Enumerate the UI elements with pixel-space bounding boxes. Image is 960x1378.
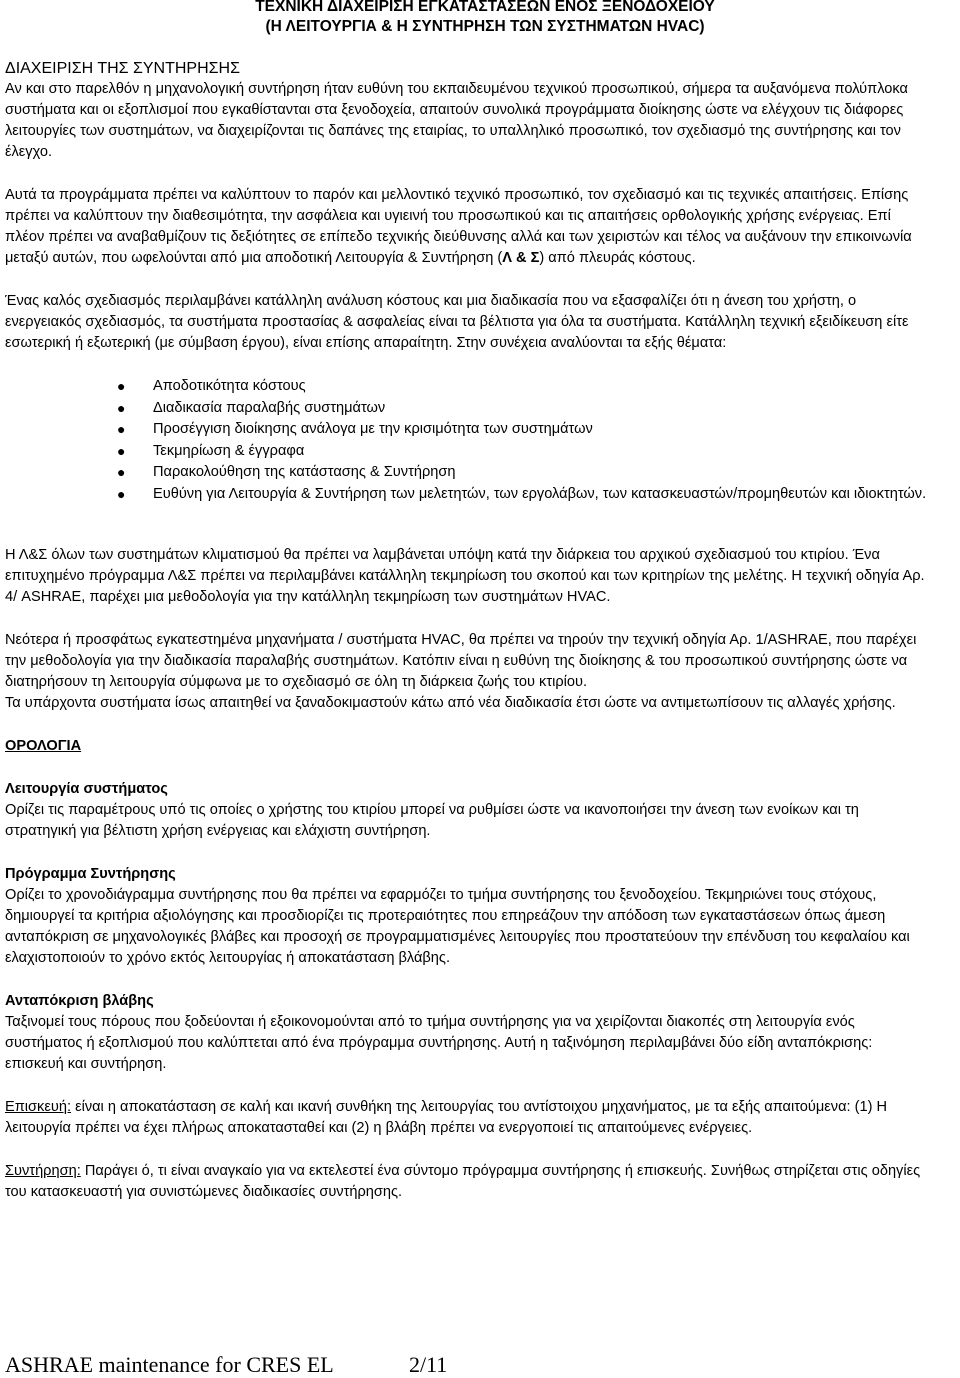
term-repair <box>5 1097 933 1139</box>
intro-p2-text-a: Αυτά τα προγράμματα πρέπει να καλύπτουν το παρόν και μελλοντικό τεχνικό προσωπικό, τον σχεδιασμό και τις τεχνικές απαιτήσεις. Επίσης πρέπει να καλύπτουν την διαθεσιμότητα, την ασφάλεια και υγιεινή του προσωπικού και τις απαιτήσεις ορθολογικής χρήσης ενέργειας. Επί πλέον πρέπει να αναβαθμίζουν τις δεξιότητες σε επίπεδο τεχνικής διεύθυνσης αλλά και των χειριστών και τέλος να αυξάνουν την επικοινωνία μεταξύ αυτών, που ωφελούνται από μια αποδοτική Λειτουργία & Συντήρηση ( <box>5 187 912 266</box>
bullet-icon: ● <box>117 399 126 416</box>
list-item-text: Προσέγγιση διοίκησης ανάλογα με την κρισιμότητα των συστημάτων <box>153 421 593 437</box>
term-repair-text: είναι η αποκατάσταση σε καλή και ικανή συνθήκη της λειτουργίας του αντίστοιχου μηχανήματος, με τα εξής απαιτούμενα: (1) Η λειτουργία πρέπει να έχει πλήρως αποκατασταθεί και (2) η βλάβη πρέπει να ενεργοποιεί τις απαιτούμενες ενέργειες. <box>5 1099 888 1136</box>
terminology-title: ΟΡΟΛΟΓΙΑ <box>5 738 82 754</box>
document-header <box>215 0 755 37</box>
body-paragraph-2: Νεότερα ή προσφάτως εγκατεστημένα μηχανήματα / συστήματα HVAC, θα πρέπει να τηρούν την τεχνική οδηγία Αρ. 1/ASHRAE, που παρέχει την μεθοδολογία για την διαδικασία παραλαβής συστημάτων. Κατόπιν είναι η ευθύνη της διοίκησης & του προσωπικού συντήρησης ώστε να διατηρήσουν τη λειτουργία σύμφωνα με το σχεδιασμό σε όλη τη διάρκεια ζωής του κτιρίου. <box>5 632 917 690</box>
list-item <box>5 398 933 420</box>
body-paragraph-1: Η Λ&Σ όλων των συστημάτων κλιματισμού θα πρέπει να λαμβάνεται υπόψη κατά την διάρκεια του αρχικού σχεδιασμού του κτιρίου. Ένα επιτυχημένο πρόγραμμα Λ&Σ πρέπει να περιλαμβάνει κατάλληλη τεκμηρίωση του σκοπού και των κριτηρίων της μελέτης. Η τεχνική οδηγία Αρ. 4/ ASHRAE, παρέχει μια μεθοδολογία για την κατάλληλη τεκμηρίωση των συστημάτων HVAC. <box>5 547 925 605</box>
bullet-icon: ● <box>117 442 126 459</box>
intro-p2-bold: Λ & Σ <box>502 250 540 266</box>
list-item-text: Τεκμηρίωση & έγγραφα <box>153 442 305 459</box>
term-maintenance <box>5 1161 933 1203</box>
list-item-text: Αποδοτικότητα κόστους <box>153 378 306 394</box>
page-footer <box>5 1352 465 1378</box>
bullet-icon: ● <box>117 378 126 394</box>
bullet-icon: ● <box>117 421 126 437</box>
list-item-text: Παρακολούθηση της κατάστασης & Συντήρηση <box>153 464 456 480</box>
list-item-text: Διαδικασία παραλαβής συστημάτων <box>153 399 386 416</box>
list-item <box>5 419 933 441</box>
term-maintenance-label: Συντήρηση: <box>5 1163 81 1179</box>
term-text-system-operation: Ορίζει τις παραμέτρους υπό τις οποίες ο χρήστης του κτιρίου μπορεί να ρυθμίσει ώστε να ικανοποιήσει την άνεση των ενοίκων και τη στρατηγική για βέλτιστη χρήση ενέργειας και ελάχιστη συντήρηση. <box>5 802 859 839</box>
footer-page-number: 2/11 <box>409 1352 448 1377</box>
term-maintenance-text: Παράγει ό, τι είναι αναγκαίο για να εκτελεστεί ένα σύντομο πρόγραμμα συντήρησης ή επισκευής. Συνήθως στηρίζεται στις οδηγίες του κατασκευαστή για συνιστώμενες διαδικασίες συντήρησης. <box>5 1163 921 1200</box>
header-subtitle: (Η ΛΕΙΤΟΥΡΓΙΑ & Η ΣΥΝΤΗΡΗΣΗ ΤΩΝ ΣΥΣΤΗΜΑΤΩΝ HVAC) <box>265 18 705 35</box>
term-text-failure-response: Ταξινομεί τους πόρους που ξοδεύονται ή εξοικονομούνται από το τμήμα συντήρησης για να χειρίζονται διακοπές στη λειτουργία ενός συστήματος ή εξοπλισμού που καλύπτεται από ένα πρόγραμμα συντήρησης. Αυτή η ταξινόμηση περιλαμβάνει δύο είδη ανταπόκρισης: επισκευή και συντήρηση. <box>5 1014 873 1072</box>
term-title-failure-response: Ανταπόκριση βλάβης <box>5 993 154 1009</box>
footer-document-name: ASHRAE maintenance for CRES EL <box>5 1352 334 1377</box>
intro-paragraph-2 <box>5 185 933 269</box>
intro-paragraph-3: Ένας καλός σχεδιασμός περιλαμβάνει κατάλληλη ανάλυση κόστους και μια διαδικασία που να εξασφαλίζει ότι η άνεση του χρήστη, ο ενεργειακός σχεδιασμός, τα συστήματα προστασίας & ασφαλείας είναι τα βέλτιστα για όλα τα συστήματα. Κατάλληλη τεχνική εξειδίκευση είτε εσωτερική ή εξωτερική (με σύμβαση έργου), είναι επίσης απαραίτητη. Στην συνέχεια αναλύονται τα εξής θέματα: <box>5 293 909 351</box>
list-item-text: Ευθύνη για Λειτουργία & Συντήρηση των μελετητών, των εργολάβων, των κατασκευαστών/προμηθευτών και ιδιοκτητών. <box>153 485 927 502</box>
intro-paragraph-1: Αν και στο παρελθόν η μηχανολογική συντήρηση ήταν ευθύνη του εκπαιδευμένου τεχνικού προσωπικού, σήμερα τα αυξανόμενα πολύπλοκα συστήματα και οι εξοπλισμοί που εγκαθίστανται στα ξενοδοχεία, απαιτούν συνολικά προγράμματα διοίκησης ώστε να ελέγχουν τις διάφορες λειτουργίες των συστημάτων, να διαχειρίζονται τις δαπάνες της εταιρίας, το υπαλληλικό προσωπικό, τον σχεδιασμό της συντήρησης και τον έλεγχο. <box>5 81 908 160</box>
term-repair-label: Επισκευή: <box>5 1099 72 1115</box>
bullet-icon: ● <box>117 464 126 480</box>
list-item <box>5 441 933 463</box>
list-item <box>5 376 933 398</box>
topics-list <box>5 376 933 505</box>
term-title-maintenance-program: Πρόγραμμα Συντήρησης <box>5 866 176 882</box>
bullet-icon: ● <box>117 485 126 502</box>
document-page <box>5 0 933 1203</box>
list-item <box>5 462 933 484</box>
term-text-maintenance-program: Ορίζει το χρονοδιάγραμμα συντήρησης που θα πρέπει να εφαρμόζει το τμήμα συντήρησης του ξενοδοχείου. Τεκμηριώνει τους στόχους, δημιουργεί τα κριτήρια αξιολόγησης και προσδιορίζει τις προτεραιότητες που επηρεάζουν την απόδοση των εγκαταστάσεων όπως άμεση ανταπόκριση σε μηχανολογικές βλάβες και προσοχή σε προγραμματισμένες λειτουργίες που προστατεύουν την επένδυση του κεφαλαίου και ελαχιστοποιούν το χρόνο εκτός λειτουργίας ή αποκατάσταση βλάβης. <box>5 887 910 966</box>
intro-p2-text-b: ) από πλευράς κόστους. <box>539 250 696 266</box>
term-title-system-operation: Λειτουργία συστήματος <box>5 781 168 797</box>
section-title: ΔΙΑΧΕΙΡΙΣΗ ΤΗΣ ΣΥΝΤΗΡΗΣΗΣ <box>5 60 240 77</box>
body-paragraph-3: Τα υπάρχοντα συστήματα ίσως απαιτηθεί να ξαναδοκιμαστούν κάτω από νέα διαδικασία έτσι ώστε να αντιμετωπίσουν τις αλλαγές χρήσης. <box>5 695 896 711</box>
header-title: ΤΕΧΝΙΚΗ ΔΙΑΧΕΙΡΙΣΗ ΕΓΚΑΤΑΣΤΑΣΕΩΝ ΕΝΟΣ ΞΕΝΟΔΟΧΕΙΟΥ <box>255 0 715 15</box>
list-item <box>5 484 933 506</box>
